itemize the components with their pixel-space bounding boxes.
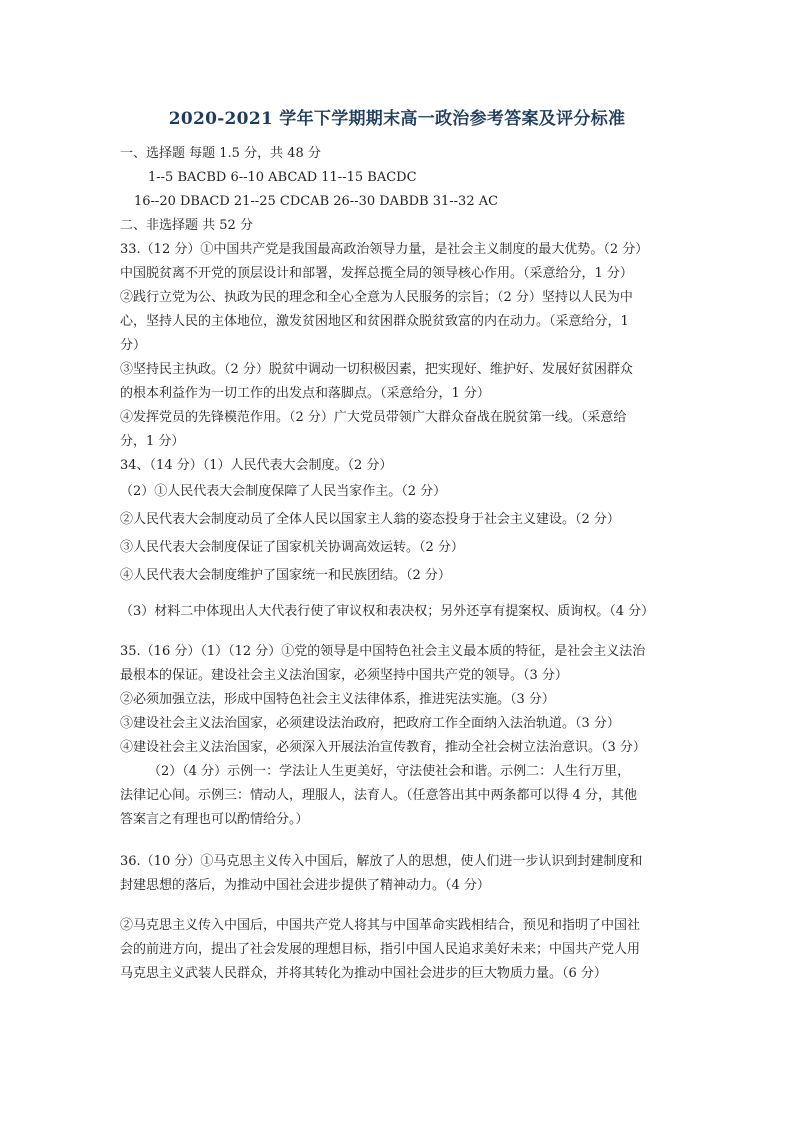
q35-line-1: 35.（16 分）（1）（12 分）①党的领导是中国特色社会主义最本质的特征，是社会主义法治 <box>120 644 646 659</box>
q36-line-2: 封建思想的落后，为推动中国社会进步提供了精神动力。（4 分） <box>120 878 490 893</box>
q33-line-6: ③坚持民主执政。（2 分）脱贫中调动一切积极因素，把实现好、维护好、发展好贫困群众 <box>120 362 633 377</box>
q34-line-6: （3）材料二中体现出人大代表行使了审议权和表决权；另外还享有提案权、质询权。（4 分） <box>120 604 655 619</box>
section1-heading: 一、选择题 每题 1.5 分，共 48 分 <box>120 146 321 161</box>
q36-line-5: 马克思主义武装人民群众，并将其转化为推动中国社会进步的巨大物质力量。（6 分） <box>120 966 607 981</box>
q35-line-7: 法律记心间。示例三：情动人，理服人，法育人。（任意答出其中两条都可以得 4 分，其他 <box>120 788 638 803</box>
page-title: 2020-2021 学年下学期期末高一政治参考答案及评分标准 <box>168 109 626 129</box>
q33-line-2: 中国脱贫离不开党的顶层设计和部署，发挥总揽全局的领导核心作用。（采意给分，1 分） <box>120 266 633 281</box>
answers-row-2: 16--20 DBACD 21--25 CDCAB 26--30 DABDB 31--32 AC <box>134 194 499 209</box>
q33-line-3: ②践行立党为公、执政为民的理念和全心全意为人民服务的宗旨；（2 分）坚持以人民为中 <box>120 290 633 305</box>
q34-line-2: （2）①人民代表大会制度保障了人民当家作主。（2 分） <box>120 484 447 499</box>
q34-line-5: ④人民代表大会制度维护了国家统一和民族团结。（2 分） <box>120 568 451 583</box>
q34-line-4: ③人民代表大会制度保证了国家机关协调高效运转。（2 分） <box>120 540 464 555</box>
q34-line-3: ②人民代表大会制度动员了全体人民以国家主人翁的姿态投身于社会主义建设。（2 分） <box>120 512 620 527</box>
q36-line-1: 36.（10 分）①马克思主义传入中国后，解放了人的思想，使人们进一步认识到封建制度和 <box>120 854 643 869</box>
q36-line-3: ②马克思主义传入中国后，中国共产党人将其与中国革命实践相结合，预见和指明了中国社 <box>120 918 641 933</box>
q33-line-4: 心，坚持人民的主体地位，激发贫困地区和贫困群众脱贫致富的内在动力。（采意给分，1 <box>120 314 629 329</box>
q34-line-1: 34、（14 分）（1）人民代表大会制度。（2 分） <box>120 458 393 473</box>
q33-line-9: 分，1 分） <box>120 434 185 449</box>
q35-line-8: 答案言之有理也可以酌情给分。） <box>120 812 309 827</box>
q33-line-5: 分） <box>120 338 147 353</box>
q35-line-6: （2）（4 分）示例一：学法让人生更美好，守法使社会和谐。示例二：人生行万里， <box>148 764 631 779</box>
q35-line-4: ③建设社会主义法治国家，必须建设法治政府，把政府工作全面纳入法治轨道。（3 分） <box>120 716 620 731</box>
q33-line-8: ④发挥党员的先锋模范作用。（2 分）广大党员带领广大群众奋战在脱贫第一线。（采意给 <box>120 410 627 425</box>
answers-row-1: 1--5 BACBD 6--10 ABCAD 11--15 BACDC <box>148 170 417 185</box>
q35-line-3: ②必须加强立法，形成中国特色社会主义法律体系，推进宪法实施。（3 分） <box>120 692 555 707</box>
q35-line-5: ④建设社会主义法治国家，必须深入开展法治宣传教育，推动全社会树立法治意识。（3 分） <box>120 740 646 755</box>
q35-line-2: 最根本的保证。建设社会主义法治国家，必须坚持中国共产党的领导。（3 分） <box>120 668 568 683</box>
q33-line-7: 的根本利益作为一切工作的出发点和落脚点。（采意给分，1 分） <box>120 386 490 401</box>
section2-heading: 二、非选择题 共 52 分 <box>120 218 253 233</box>
q36-line-4: 会的前进方向，提出了社会发展的理想目标，指引中国人民追求美好未来；中国共产党人用 <box>120 942 641 957</box>
q33-line-1: 33.（12 分）①中国共产党是我国最高政治领导力量，是社会主义制度的最大优势。（2 分） <box>120 242 649 257</box>
